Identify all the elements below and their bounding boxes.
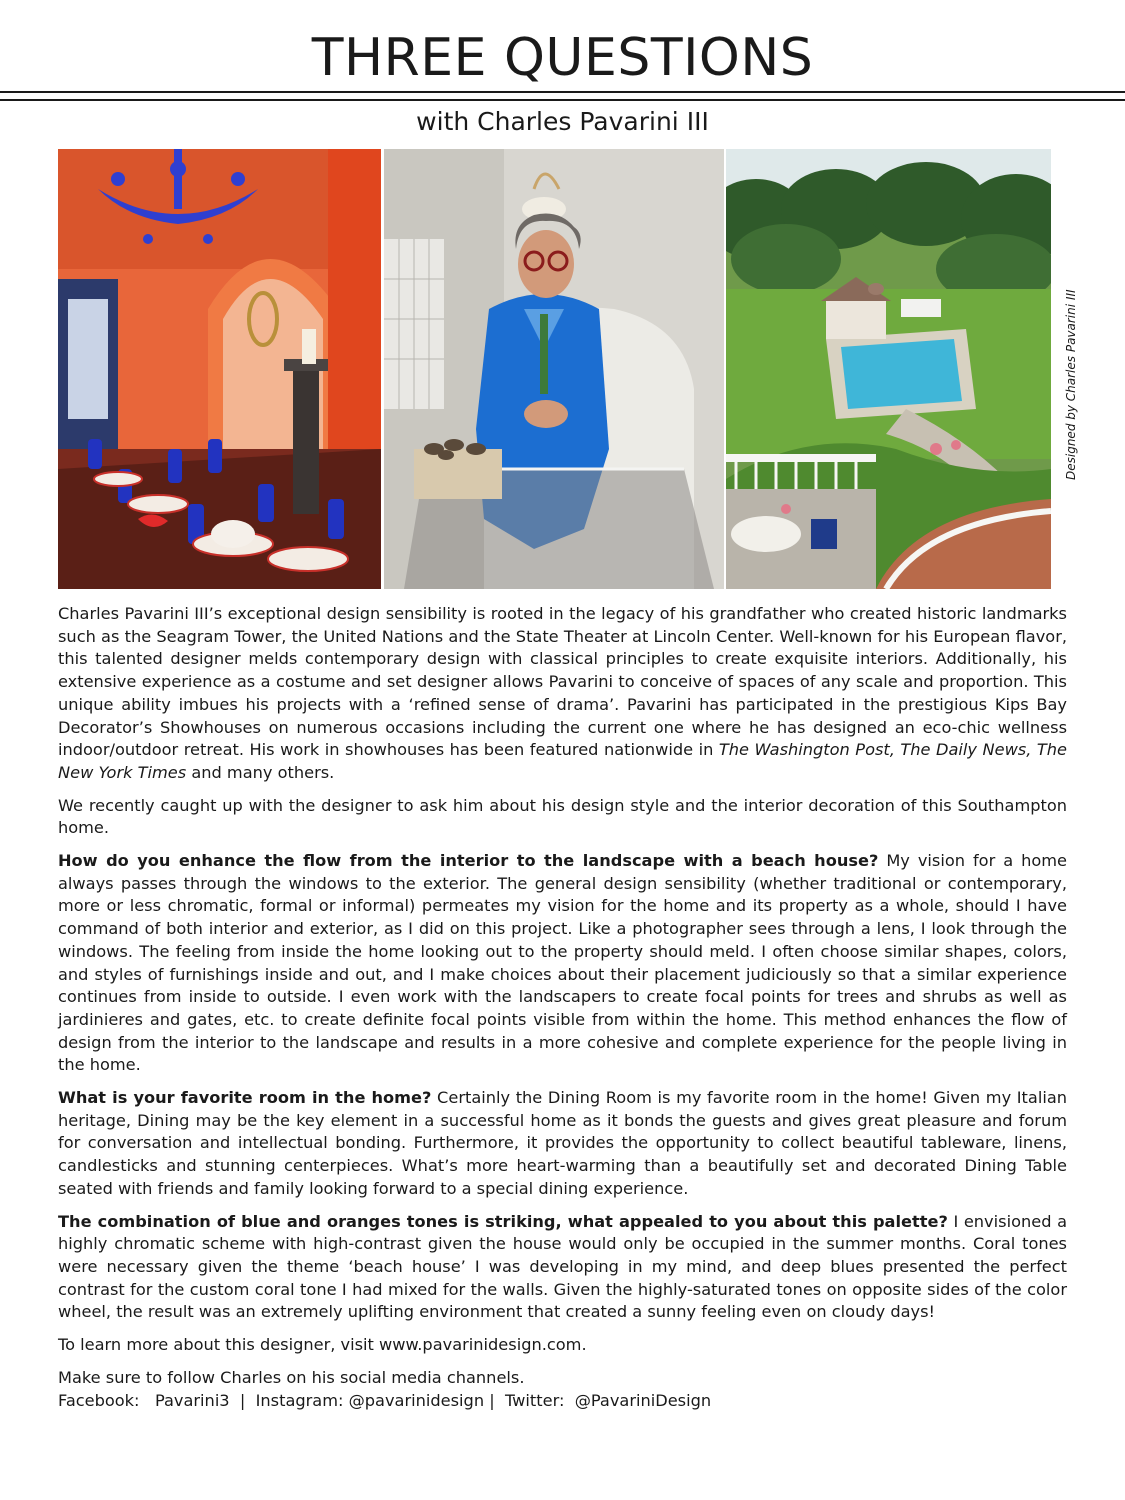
interview-intro-paragraph: We recently caught up with the designer to ask him about his design style and the interior decoration of this Southampton home. (58, 795, 1067, 838)
qa-paragraph-1 (58, 850, 1067, 1077)
title-rule-bottom (0, 99, 1125, 101)
intro-text: Charles Pavarini III’s exceptional design sensibility is rooted in the legacy of his grandfather who created historic landmarks such as the Seagram Tower, the United Nations and the State Theater at Lincoln Center. Well-known for his European flavor, this talented designer melds contemporary design with classical principles to create exquisite interiors. Additionally, his extensive experience as a costume and set designer allows Pavarini to conceive of spaces of any scale and proportion. This unique ability imbues his projects with a ‘refined sense of drama’. Pavarini has participated in the prestigious Kips Bay Decorator’s Showhouses on numerous occasions including the current one where he has designed an eco-chic wellness indoor/outdoor retreat. His work in showhouses has been featured nationwide in (58, 604, 1067, 760)
question-3: The combination of blue and oranges tones is striking, what appealed to you about this palette? (58, 1211, 948, 1231)
learn-more-line: To learn more about this designer, visit www.pavarinidesign.com. (58, 1335, 587, 1355)
photo-strip (58, 149, 1051, 589)
question-1: How do you enhance the flow from the interior to the landscape with a beach house? (58, 851, 879, 871)
dining-room-photo (58, 149, 381, 589)
qa-paragraph-2 (58, 1087, 1067, 1201)
social-links-line: Facebook: Pavarini3 | Instagram: @pavarinidesign | Twitter: @PavariniDesign (58, 1390, 712, 1410)
answer-1: My vision for a home always passes through the windows to the exterior. The general design sensibility (whether traditional or contemporary, more or less chromatic, formal or informal) permeates my vision for the home and its property as a whole, should I have command of both interior and exterior, as I did on this project. Like a photographer sees through a lens, I look through the windows. The feeling from inside the home looking out to the property should meld. I often choose similar shapes, colors, and styles of furnishings inside and out, and I make choices about their placement judiciously so that a similar experience continues from inside to outside. I even work with the landscapers to create focal points for trees and shrubs as well as jardinieres and gates, etc. to create definite focal points visible from within the home. This method enhances the flow of design from the interior to the landscape and results in a more cohesive and complete experience for the people living in the home. (58, 851, 1067, 1075)
photo-credit (1063, 250, 1079, 480)
article-body (58, 603, 1067, 1422)
answer-2: Certainly the Dining Room is my favorite room in the home! Given my Italian heritage, Dining may be the key element in a successful home as it bonds the guests and gives great pleasure and forum for conversation and intellectual bonding. Furthermore, it provides the opportunity to collect beautiful tableware, linens, candlesticks and stunning centerpieces. What’s more heart-warming than a beautifully set and decorated Dining Table seated with friends and family looking forward to a special dining experience. (58, 1088, 1067, 1198)
publication-names: The Washington Post, The Daily News, The New York Times (58, 740, 1068, 782)
answer-3: I envisioned a highly chromatic scheme with high-contrast given the house would only be occupied in the summer months. Coral tones were necessary given the theme ‘beach house’ I was developing in my mind, and deep blues presented the perfect contrast for the custom coral tone I had mixed for the walls. Given the highly-saturated tones on opposite sides of the color wheel, the result was an extremely uplifting environment that created a sunny feeling even on cloudy days! (58, 1211, 1067, 1322)
page-title: THREE QUESTIONS (311, 28, 814, 88)
pool-garden-photo (726, 149, 1051, 589)
follow-line: Make sure to follow Charles on his social media channels. (58, 1367, 525, 1387)
designer-portrait-photo (384, 149, 724, 589)
title-rule-top (0, 91, 1125, 93)
intro-paragraph (58, 603, 1067, 785)
page-subtitle: with Charles Pavarini III (416, 107, 709, 136)
intro-text-end: and many others. (186, 762, 335, 782)
qa-paragraph-3 (58, 1211, 1067, 1325)
photo-credit-text: Designed by Charles Pavarini III (1064, 289, 1078, 480)
question-2: What is your favorite room in the home? (58, 1088, 432, 1108)
